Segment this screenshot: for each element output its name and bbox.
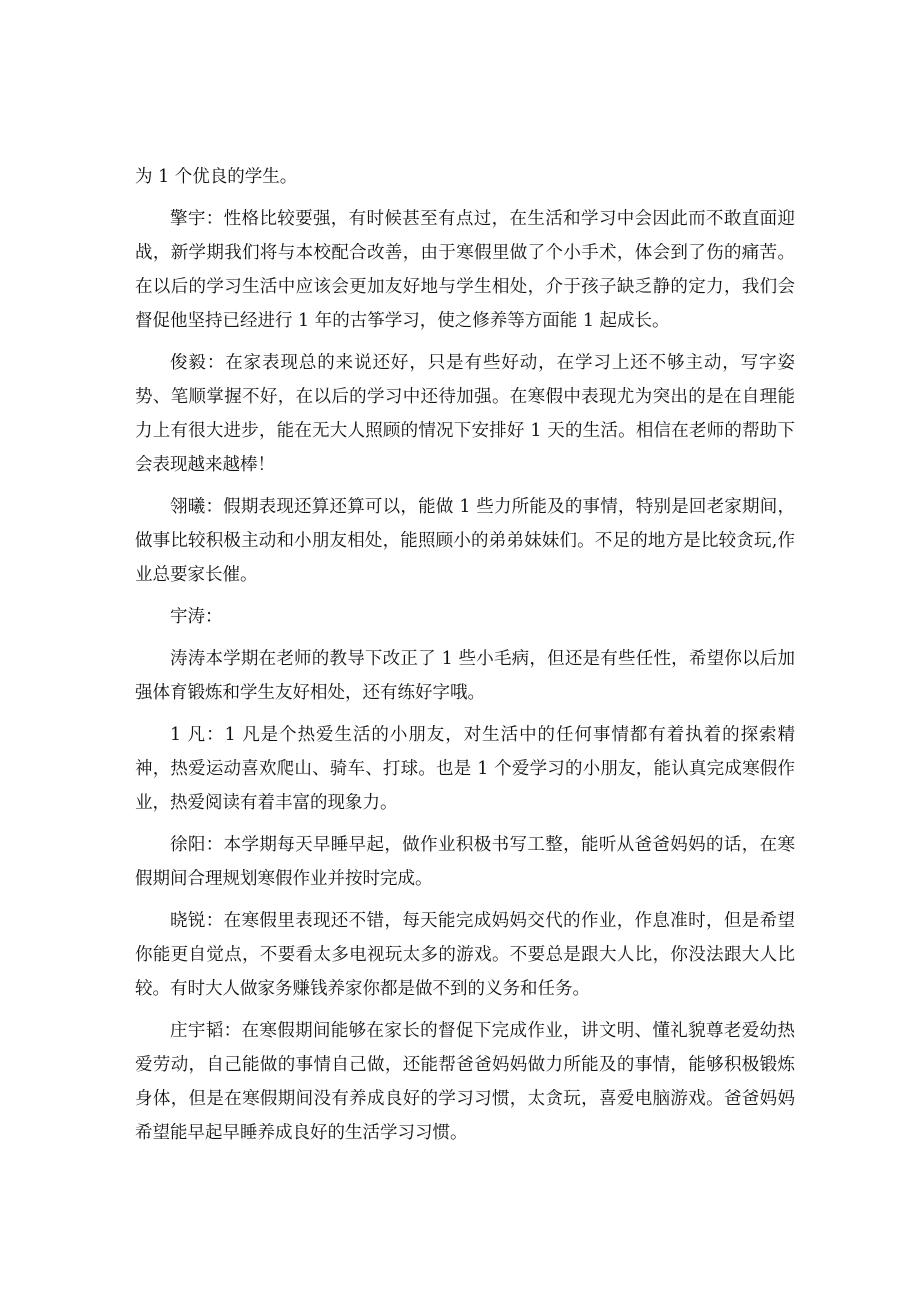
paragraph-yutao-heading: 宇涛： <box>170 607 223 627</box>
paragraph-xiaorui: 晓锐：在寒假里表现还不错，每天能完成妈妈交代的作业，作息准时，但是希望你能更自觉点，不要看太多电视玩太多的游戏。不要总是跟大人比，你没法跟大人比较。有时大人做家务赚钱养家你都是做不到的义务和任务。 <box>135 911 795 999</box>
paragraph-continuation: 为 1 个优良的学生。 <box>135 167 298 187</box>
paragraph-lingxi: 翎曦：假期表现还算还算可以，能做 1 些力所能及的事情，特别是回老家期间，做事比较积极主动和小朋友相处，能照顾小的弟弟妹妹们。不足的地方是比较贪玩,作业总要家长催。 <box>135 497 795 585</box>
document-body <box>135 160 795 1158</box>
paragraph-xuyang: 徐阳：本学期每天早睡早起，做作业积极书写工整，能听从爸爸妈妈的话，在寒假期间合理规划寒假作业并按时完成。 <box>135 835 795 889</box>
paragraph-yutao: 涛涛本学期在老师的教导下改正了 1 些小毛病，但还是有些任性，希望你以后加强体育锻炼和学生友好相处，还有练好字哦。 <box>135 649 795 703</box>
paragraph-zhuangyutao: 庄宇韬：在寒假期间能够在家长的督促下完成作业，讲文明、懂礼貌尊老爱幼热爱劳动，自己能做的事情自己做，还能帮爸爸妈妈做力所能及的事情，能够积极锻炼身体，但是在寒假期间没有养成良好的学习习惯，太贪玩，喜爱电脑游戏。爸爸妈妈希望能早起早睡养成良好的生活学习习惯。 <box>135 1021 795 1143</box>
paragraph-qingyu: 擎宇：性格比较要强，有时候甚至有点过，在生活和学习中会因此而不敢直面迎战，新学期我们将与本校配合改善，由于寒假里做了个小手术，体会到了伤的痛苦。在以后的学习生活中应该会更加友好地与学生相处，介于孩子缺乏静的定力，我们会督促他坚持已经进行 1 年的古筝学习，使之修养等方面能 1 起成长。 <box>135 209 795 331</box>
paragraph-yifan: 1 凡：1 凡是个热爱生活的小朋友，对生活中的任何事情都有着执着的探索精神，热爱运动喜欢爬山、骑车、打球。也是 1 个爱学习的小朋友，能认真完成寒假作业，热爱阅读有着丰富的现象力。 <box>135 725 795 813</box>
paragraph-junyi: 俊毅：在家表现总的来说还好，只是有些好动，在学习上还不够主动，写字姿势、笔顺掌握不好，在以后的学习中还待加强。在寒假中表现尤为突出的是在自理能力上有很大进步，能在无大人照顾的情况下安排好 1 天的生活。相信在老师的帮助下会表现越来越棒！ <box>135 353 795 475</box>
